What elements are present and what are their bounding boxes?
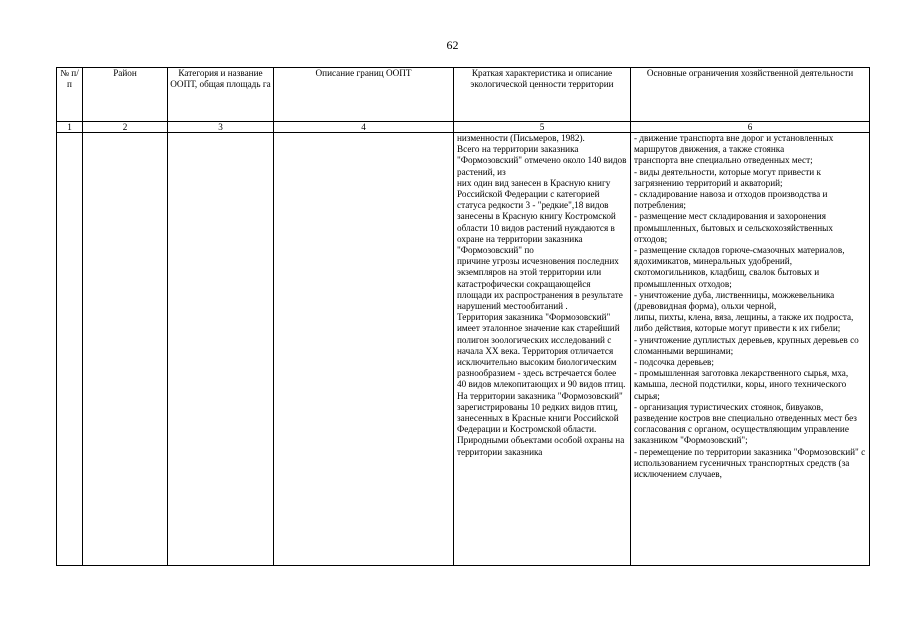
- column-number: 4: [274, 122, 454, 133]
- column-number: 2: [83, 122, 168, 133]
- cell-district: [83, 133, 168, 566]
- column-number-row: [57, 122, 870, 133]
- cell-number: [57, 133, 83, 566]
- header-row: [57, 68, 870, 122]
- header-district: Район: [83, 68, 168, 122]
- column-number: 1: [57, 122, 83, 133]
- table-row: [57, 133, 870, 566]
- oopt-table: [56, 67, 870, 566]
- header-restrictions: Основные ограничения хозяйственной деятельности: [631, 68, 870, 122]
- header-category: Категория и название ООПТ, общая площадь га: [168, 68, 274, 122]
- cell-category: [168, 133, 274, 566]
- header-boundaries: Описание границ ООПТ: [274, 68, 454, 122]
- page-number: 62: [446, 38, 459, 52]
- cell-characteristics: низменности (Письмеров, 1982). Всего на территории заказника "Формозовский" отмечено около 140 видов растений, из них один вид занесен в Красную книгу Российской Федерации с категорией статуса редкости 3 - "редкие",18 видов занесены в Красную книгу Костромской области 10 видов растений нуждаются в охране на территории заказника "Формозовский" по причине угрозы исчезновения последних экземпляров на этой территории или катастрофически сокращающейся площади их распространения в результате нарушений местообитаний . Территория заказника "Формозовский" имеет эталонное значение как старейший полигон зоологических исследований с начала XX века. Территория отличается исключительно высоким биологическим разнообразием - здесь встречается более 40 видов млекопитающих и 90 видов птиц. На территории заказника "Формозовский" зарегистрированы 10 редких видов птиц, занесенных в Красные книги Российской Федерации и Костромской области. Природными объектами особой охраны на территории заказника: [454, 133, 631, 566]
- header-characteristics: Краткая характеристика и описание экологической ценности территории: [454, 68, 631, 122]
- cell-boundaries: [274, 133, 454, 566]
- column-number: 3: [168, 122, 274, 133]
- column-number: 6: [631, 122, 870, 133]
- column-number: 5: [454, 122, 631, 133]
- header-number: № п/п: [57, 68, 83, 122]
- cell-restrictions: - движение транспорта вне дорог и установленных маршрутов движения, а также стоянка транспорта вне специально отведенных мест; - виды деятельности, которые могут привести к загрязнению территорий и акваторий; - складирование навоза и отходов производства и потребления; - размещение мест складирования и захоронения промышленных, бытовых и сельскохозяйственных отходов; - размещение складов горюче-смазочных материалов, ядохимикатов, минеральных удобрений, скотомогильников, кладбищ, свалок бытовых и промышленных отходов; - уничтожение дуба, лиственницы, можжевельника (древовидная форма), ольхи черной, липы, пихты, клена, вяза, лещины, а также их подроста, либо действия, которые могут привести к их гибели; - уничтожение дуплистых деревьев, крупных деревьев со сломанными вершинами; - подсочка деревьев; - промышленная заготовка лекарственного сырья, мха, камыша, лесной подстилки, коры, иного технического сырья; - организация туристических стоянок, бивуаков, разведение костров вне специально отведенных мест без согласования с органом, осуществляющим управление заказником "Формозовский"; - перемещение по территории заказника "Формозовский" с использованием гусеничных транспортных средств (за исключением случаев,: [631, 133, 870, 566]
